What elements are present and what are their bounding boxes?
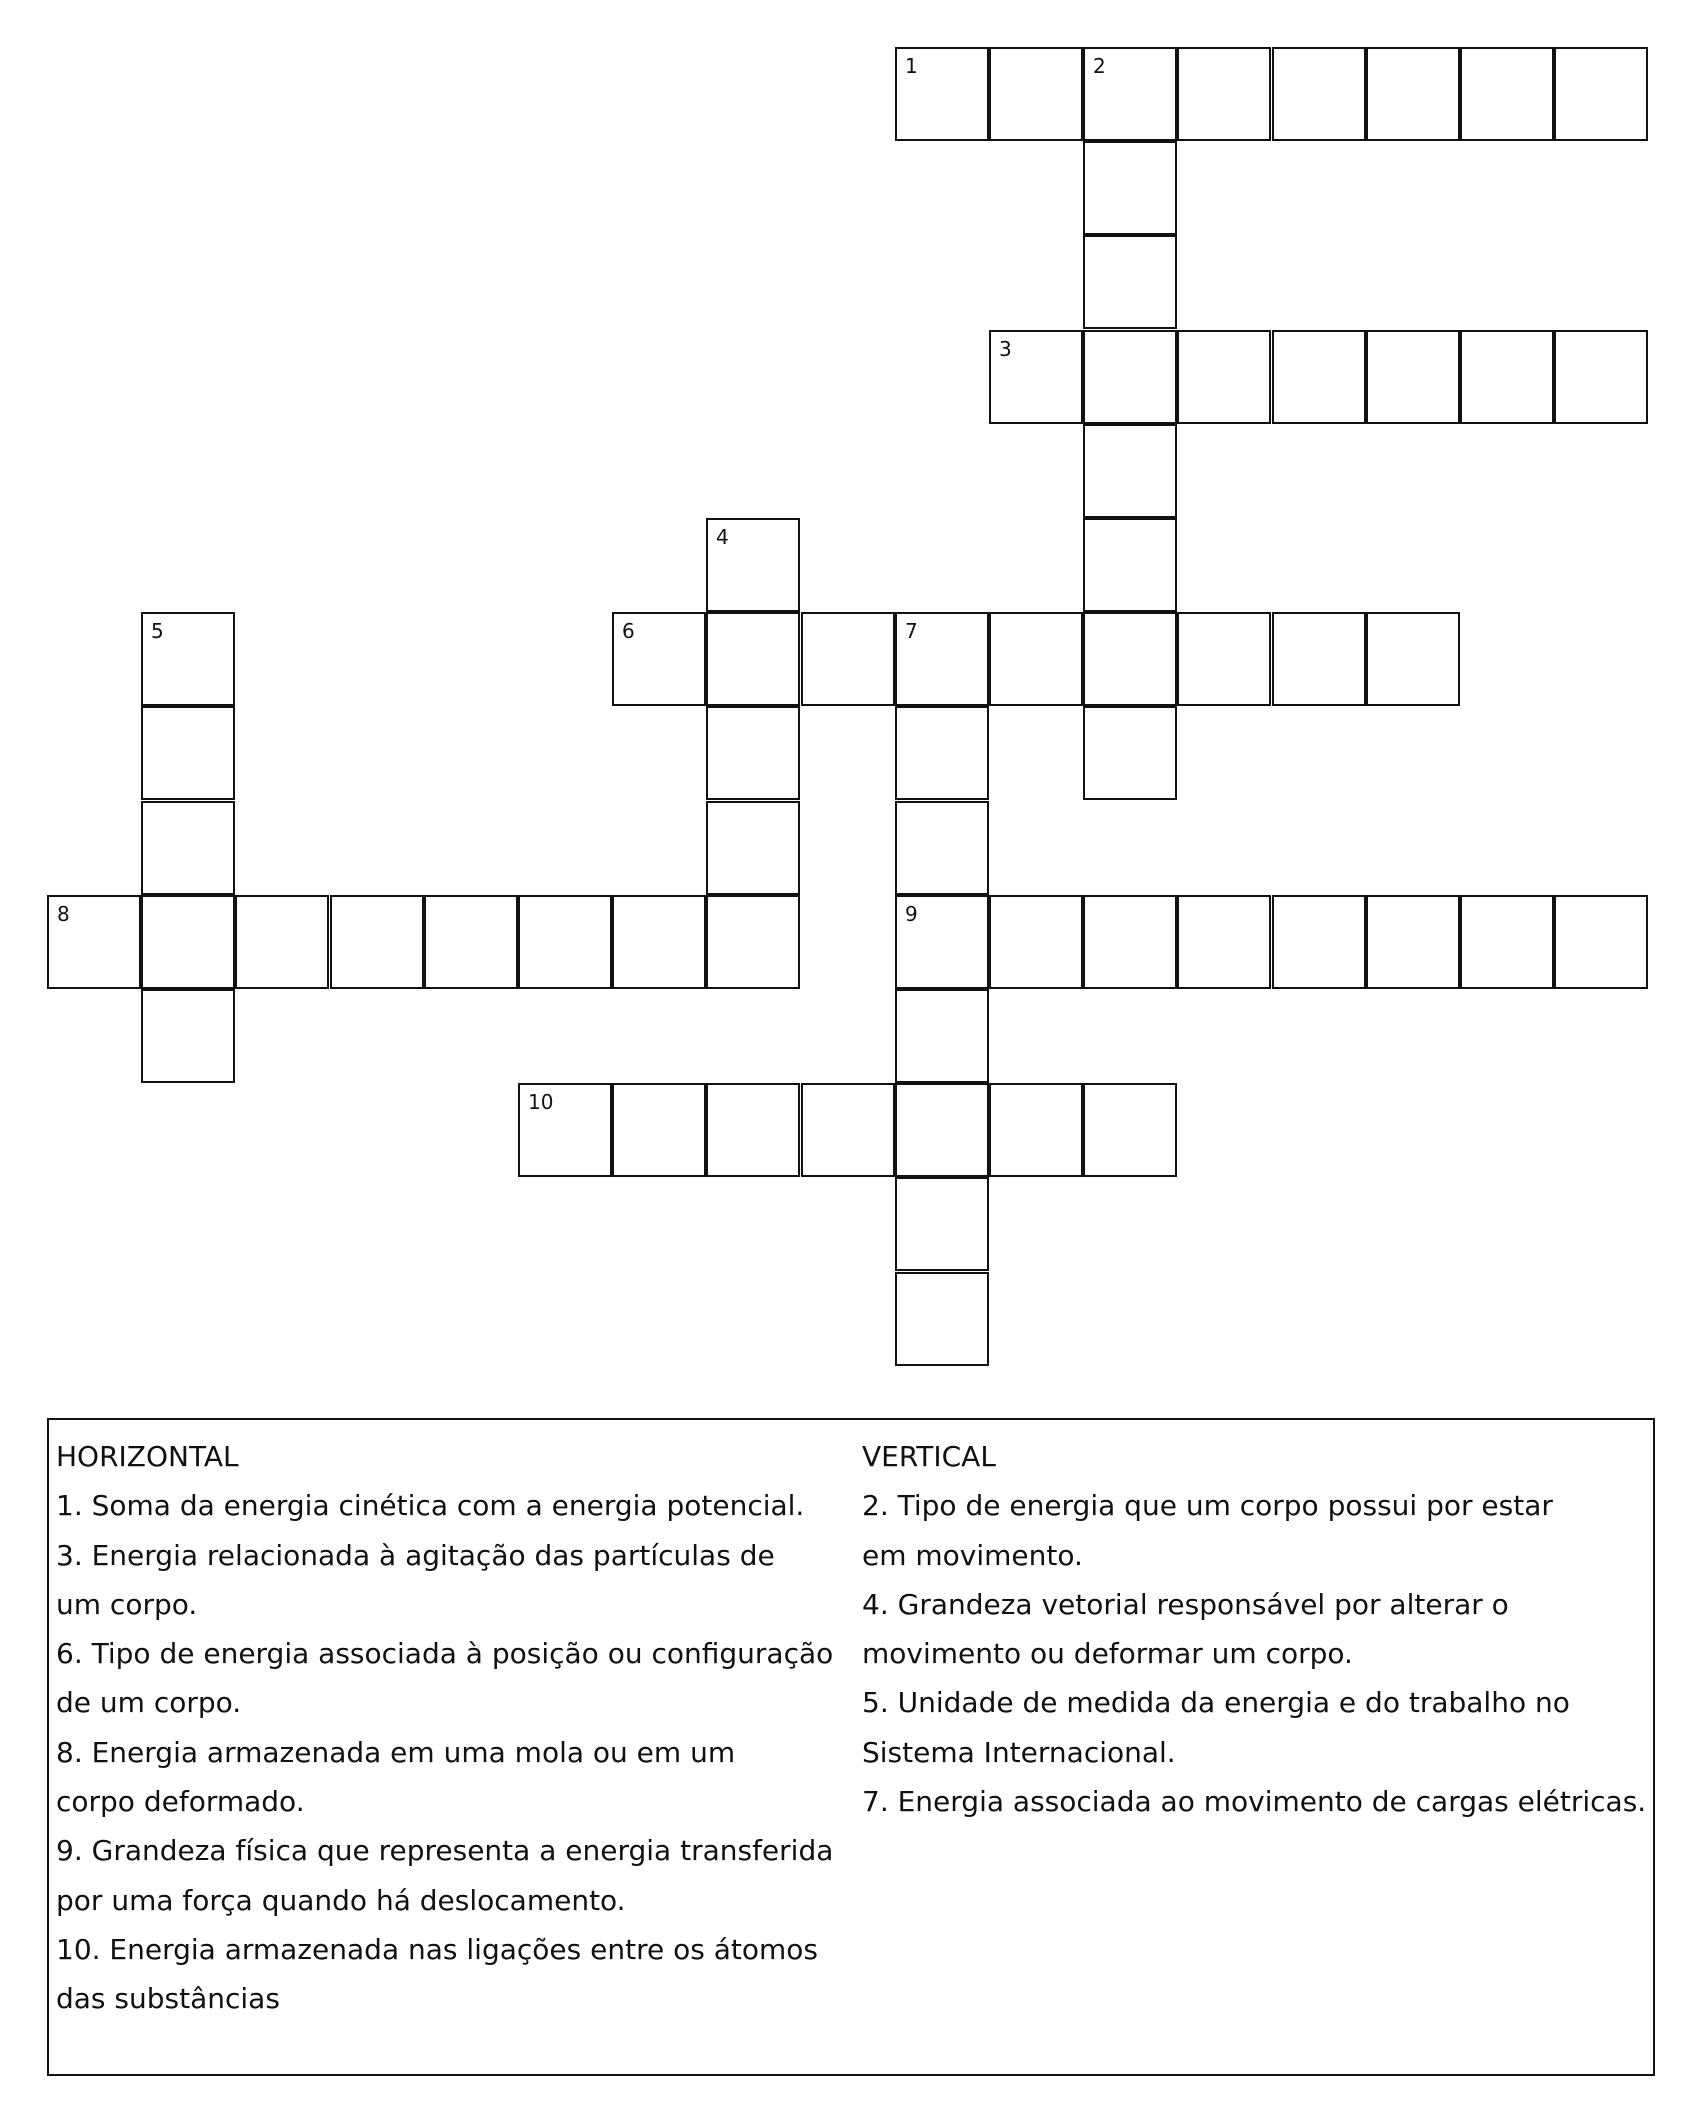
across-heading: HORIZONTAL <box>56 1440 239 1473</box>
grid-cell[interactable] <box>706 895 800 989</box>
grid-cell[interactable] <box>1460 895 1554 989</box>
clue-panel <box>47 1418 1655 2076</box>
grid-cell[interactable] <box>1554 47 1648 141</box>
grid-cell[interactable] <box>989 612 1083 706</box>
grid-cell[interactable] <box>1366 895 1460 989</box>
grid-cell[interactable] <box>141 895 235 989</box>
grid-cell[interactable] <box>141 706 235 800</box>
grid-cell[interactable] <box>895 801 989 895</box>
grid-cell[interactable] <box>706 801 800 895</box>
clue-number: 3 <box>999 337 1012 361</box>
grid-cell[interactable] <box>706 706 800 800</box>
grid-cell[interactable] <box>895 612 989 706</box>
across-clue-9: 9. Grandeza física que representa a energia transferida por uma força quando há deslocamento. <box>56 1834 834 1917</box>
clue-number: 6 <box>622 619 635 643</box>
clue-number: 9 <box>905 902 918 926</box>
grid-cell[interactable] <box>895 1083 989 1177</box>
grid-cell[interactable] <box>330 895 424 989</box>
across-clue-10: 10. Energia armazenada nas ligações entre os átomos das substâncias <box>56 1932 818 2016</box>
down-clue-4: 4. Grandeza vetorial responsável por alterar o movimento ou deformar um corpo. <box>862 1587 1509 1671</box>
grid-cell[interactable] <box>1554 330 1648 424</box>
grid-cell[interactable] <box>895 1272 989 1366</box>
grid-cell[interactable] <box>895 1177 989 1271</box>
grid-cell[interactable] <box>1177 47 1271 141</box>
across-clue-6: 6. Tipo de energia associada à posição ou configuração de um corpo. <box>56 1637 834 1720</box>
across-clues-column <box>56 1432 856 2024</box>
grid-cell[interactable] <box>706 1083 800 1177</box>
grid-cell[interactable] <box>518 1083 612 1177</box>
down-clue-2: 2. Tipo de energia que um corpo possui por estar em movimento. <box>862 1489 1553 1572</box>
clue-number: 8 <box>57 902 70 926</box>
grid-cell[interactable] <box>989 895 1083 989</box>
across-clue-1: 1. Soma da energia cinética com a energia potencial. <box>56 1489 805 1523</box>
grid-cell[interactable] <box>895 989 989 1083</box>
grid-cell[interactable] <box>801 612 895 706</box>
grid-cell[interactable] <box>1366 330 1460 424</box>
grid-cell[interactable] <box>47 895 141 989</box>
down-clue-5: 5. Unidade de medida da energia e do trabalho no Sistema Internacional. <box>862 1686 1570 1769</box>
grid-cell[interactable] <box>1460 330 1554 424</box>
grid-cell[interactable] <box>1460 47 1554 141</box>
clue-number: 4 <box>716 525 729 549</box>
grid-cell[interactable] <box>1083 706 1177 800</box>
grid-cell[interactable] <box>1177 612 1271 706</box>
grid-cell[interactable] <box>1083 424 1177 518</box>
grid-cell[interactable] <box>706 612 800 706</box>
grid-cell[interactable] <box>612 1083 706 1177</box>
grid-cell[interactable] <box>706 518 800 612</box>
clue-number: 5 <box>151 619 164 643</box>
grid-cell[interactable] <box>989 330 1083 424</box>
clue-number: 7 <box>905 619 918 643</box>
grid-cell[interactable] <box>895 895 989 989</box>
grid-cell[interactable] <box>235 895 329 989</box>
grid-cell[interactable] <box>424 895 518 989</box>
clue-number: 2 <box>1093 54 1106 78</box>
down-heading: VERTICAL <box>862 1440 996 1473</box>
grid-cell[interactable] <box>895 47 989 141</box>
across-clue-8: 8. Energia armazenada em uma mola ou em um corpo deformado. <box>56 1735 736 1819</box>
grid-cell[interactable] <box>1366 47 1460 141</box>
grid-cell[interactable] <box>895 706 989 800</box>
grid-cell[interactable] <box>1554 895 1648 989</box>
grid-cell[interactable] <box>1177 895 1271 989</box>
grid-cell[interactable] <box>1083 141 1177 235</box>
grid-cell[interactable] <box>989 1083 1083 1177</box>
grid-cell[interactable] <box>1177 330 1271 424</box>
down-clue-7: 7. Energia associada ao movimento de cargas elétricas. <box>862 1785 1647 1819</box>
grid-cell[interactable] <box>801 1083 895 1177</box>
grid-cell[interactable] <box>1366 612 1460 706</box>
grid-cell[interactable] <box>1083 612 1177 706</box>
down-clues-column <box>862 1432 1652 1826</box>
grid-cell[interactable] <box>141 989 235 1083</box>
grid-cell[interactable] <box>1083 895 1177 989</box>
grid-cell[interactable] <box>141 801 235 895</box>
grid-cell[interactable] <box>1272 330 1366 424</box>
grid-cell[interactable] <box>612 612 706 706</box>
grid-cell[interactable] <box>1272 612 1366 706</box>
grid-cell[interactable] <box>989 47 1083 141</box>
grid-cell[interactable] <box>1083 1083 1177 1177</box>
clue-number: 1 <box>905 54 918 78</box>
clue-number: 10 <box>528 1090 554 1114</box>
grid-cell[interactable] <box>612 895 706 989</box>
grid-cell[interactable] <box>518 895 612 989</box>
grid-cell[interactable] <box>1083 235 1177 329</box>
grid-cell[interactable] <box>1272 47 1366 141</box>
grid-cell[interactable] <box>1272 895 1366 989</box>
grid-cell[interactable] <box>1083 330 1177 424</box>
grid-cell[interactable] <box>1083 47 1177 141</box>
grid-cell[interactable] <box>1083 518 1177 612</box>
across-clue-3: 3. Energia relacionada à agitação das partículas de um corpo. <box>56 1538 775 1621</box>
grid-cell[interactable] <box>141 612 235 706</box>
